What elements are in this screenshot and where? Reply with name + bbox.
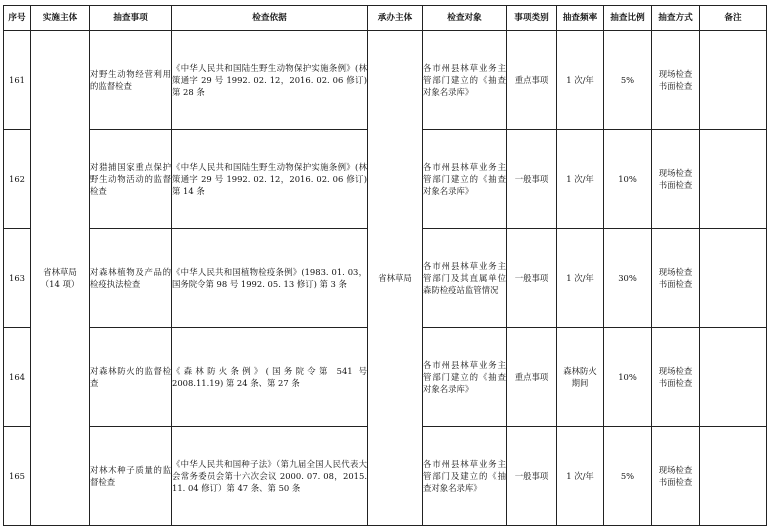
cell-category: 重点事项 <box>507 328 557 427</box>
method-onsite: 现场检查 <box>658 365 693 376</box>
method-written: 书面检查 <box>658 477 693 487</box>
cell-frequency <box>557 328 604 427</box>
method-written: 书面检查 <box>658 378 693 388</box>
cell-method <box>652 31 700 130</box>
cell-item: 对林木种子质量的监督检查 <box>90 427 172 526</box>
method-onsite: 现场检查 <box>658 266 693 277</box>
header-entity: 实施主体 <box>31 6 90 31</box>
entity-count: （14 项） <box>40 279 80 289</box>
cell-method <box>652 328 700 427</box>
cell-seq: 164 <box>4 328 31 427</box>
cell-ratio: 10% <box>604 328 652 427</box>
cell-object: 各市州县林草业务主管部门建立的《抽查对象名录库》 <box>423 130 507 229</box>
table-header-row <box>4 6 767 31</box>
header-frequency: 抽查频率 <box>557 6 604 31</box>
cell-remarks <box>700 31 767 130</box>
cell-item: 对森林防火的监督检查 <box>90 328 172 427</box>
cell-basis: 《中华人民共和国陆生野生动物保护实施条例》(林策通字 29 号 1992. 02. 12，2016. 02. 06 修订) 第 28 条 <box>172 31 368 130</box>
cell-method <box>652 229 700 328</box>
inspection-table <box>3 5 767 526</box>
cell-object: 各市州县林草业务主管部门及其直属单位森防检疫站监管情况 <box>423 229 507 328</box>
cell-ratio: 30% <box>604 229 652 328</box>
method-onsite: 现场检查 <box>658 167 693 178</box>
header-basis: 检查依据 <box>172 6 368 31</box>
header-category: 事项类别 <box>507 6 557 31</box>
cell-frequency: 1 次/年 <box>557 229 604 328</box>
cell-category: 一般事项 <box>507 229 557 328</box>
header-item: 抽查事项 <box>90 6 172 31</box>
cell-basis: 《中华人民共和国陆生野生动物保护实施条例》(林策通字 29 号 1992. 02. 12，2016. 02. 06 修订) 第 14 条 <box>172 130 368 229</box>
cell-category: 一般事项 <box>507 130 557 229</box>
cell-method <box>652 130 700 229</box>
cell-category: 一般事项 <box>507 427 557 526</box>
cell-object: 各市州县林草业务主管部门及建立的《抽查对象名录库》 <box>423 427 507 526</box>
cell-item: 对森林植物及产品的检疫执法检查 <box>90 229 172 328</box>
cell-seq: 162 <box>4 130 31 229</box>
method-written: 书面检查 <box>658 180 693 190</box>
method-written: 书面检查 <box>658 279 693 289</box>
cell-object: 各市州县林草业务主管部门建立的《抽查对象名录库》 <box>423 328 507 427</box>
cell-ratio: 5% <box>604 427 652 526</box>
frequency-line1: 森林防火 <box>563 365 597 376</box>
header-seq: 序号 <box>4 6 31 31</box>
cell-entity <box>31 31 90 526</box>
cell-remarks <box>700 130 767 229</box>
cell-frequency: 1 次/年 <box>557 427 604 526</box>
cell-ratio: 5% <box>604 31 652 130</box>
cell-object: 各市州县林草业务主管部门建立的《抽查对象名录库》 <box>423 31 507 130</box>
table-row <box>4 31 767 130</box>
method-onsite: 现场检查 <box>658 68 693 79</box>
frequency-line2: 期间 <box>571 378 589 388</box>
method-onsite: 现场检查 <box>658 464 693 475</box>
cell-ratio: 10% <box>604 130 652 229</box>
cell-remarks <box>700 328 767 427</box>
header-ratio: 抽查比例 <box>604 6 652 31</box>
cell-category: 重点事项 <box>507 31 557 130</box>
cell-organizer: 省林草局 <box>368 31 423 526</box>
cell-method <box>652 427 700 526</box>
cell-seq: 165 <box>4 427 31 526</box>
cell-seq: 163 <box>4 229 31 328</box>
cell-item: 对猎捕国家重点保护野生动物活动的监督检查 <box>90 130 172 229</box>
entity-name: 省林草局 <box>43 266 77 277</box>
cell-basis: 《中华人民共和国植物检疫条例》(1983. 01. 03，国务院令第 98 号 1992. 05. 13 修订) 第 3 条 <box>172 229 368 328</box>
cell-remarks <box>700 229 767 328</box>
cell-frequency: 1 次/年 <box>557 130 604 229</box>
cell-basis: 《中华人民共和国种子法》（第九届全国人民代表大会常务委员会第十六次会议 2000. 07. 08，2015. 11. 04 修订）第 47 条、第 50 条 <box>172 427 368 526</box>
cell-basis: 《森林防火条例》(国务院令第 541 号 2008.11.19) 第 24 条、第 27 条 <box>172 328 368 427</box>
method-written: 书面检查 <box>658 81 693 91</box>
cell-item: 对野生动物经营利用的监督检查 <box>90 31 172 130</box>
cell-remarks <box>700 427 767 526</box>
header-remarks: 备注 <box>700 6 767 31</box>
cell-frequency: 1 次/年 <box>557 31 604 130</box>
header-method: 抽查方式 <box>652 6 700 31</box>
cell-seq: 161 <box>4 31 31 130</box>
header-object: 检查对象 <box>423 6 507 31</box>
header-organizer: 承办主体 <box>368 6 423 31</box>
